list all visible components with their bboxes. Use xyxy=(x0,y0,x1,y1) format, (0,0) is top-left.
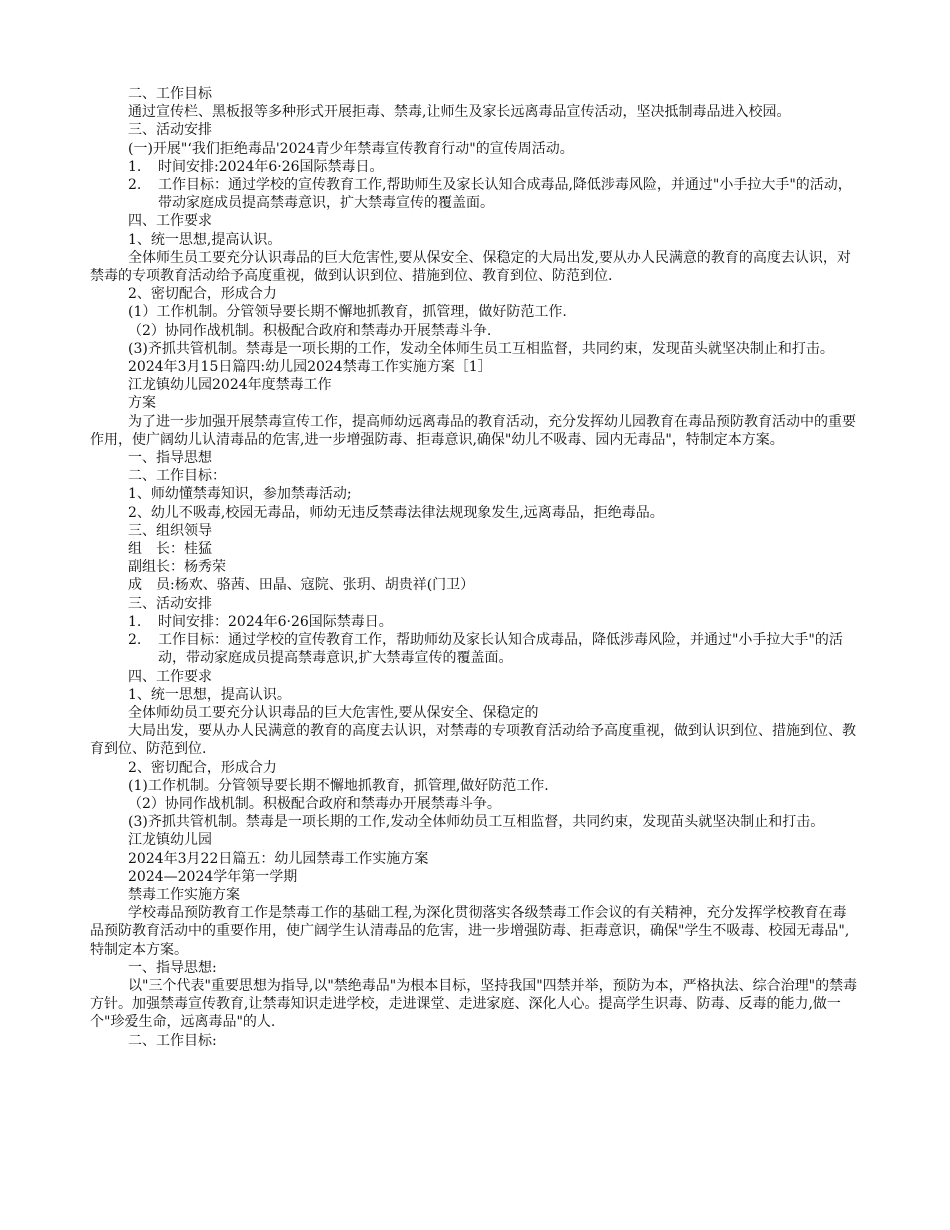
paragraph: 方案 xyxy=(128,395,156,412)
paragraph: 全体师幼员工要充分认识毒品的巨大危害性,要从保安全、保稳定的 xyxy=(128,704,539,721)
heading: 一、指导思想: xyxy=(128,959,217,976)
heading: 二、工作目标: xyxy=(128,1032,217,1049)
paragraph: 副组长：杨秀荣 xyxy=(128,559,226,576)
list-number: 2. xyxy=(128,632,142,649)
heading-work-requirements: 四、工作要求 xyxy=(128,213,212,230)
paragraph: 禁毒工作实施方案 xyxy=(128,886,240,903)
paragraph: 成 员:杨欢、骆茜、田晶、寇院、张玥、胡贵祥(门卫） xyxy=(128,577,475,594)
paragraph: (1）工作机制。分管领导要长期不懈地抓教育，抓管理，做好防范工作. xyxy=(128,304,567,321)
paragraph: （2）协同作战机制。积极配合政府和禁毒办开展禁毒斗争. xyxy=(128,322,492,339)
paragraph: 江龙镇幼儿园2024年度禁毒工作 xyxy=(128,377,332,394)
paragraph: （2）协同作战机制。积极配合政府和禁毒办开展禁毒斗争。 xyxy=(128,795,501,812)
heading: 二、工作目标： xyxy=(128,468,226,485)
numbered-list xyxy=(90,613,860,668)
paragraph: 1、统一思想，提高认识。 xyxy=(128,686,291,703)
list-item xyxy=(128,631,860,667)
paragraph: 大局出发，要从办人民满意的教育的高度去认识，对禁毒的专项教育活动给予高度重视，做到认识到位、措施到位、教育到位、防范到位. xyxy=(90,723,856,758)
paragraph: 学校毒品预防教育工作是禁毒工作的基础工程,为深化贯彻落实各级禁毒工作会议的有关精神，充分发挥学校教育在毒品预防教育活动中的重要作用，使广阔学生认清毒品的危害，进一步增强防毒、拒毒意识，确保"学生不吸毒、校园无毒品",特制定本方案。 xyxy=(90,905,850,958)
paragraph: 江龙镇幼儿园 xyxy=(128,832,212,849)
paragraph: 为了进一步加强开展禁毒宣传工作，提高师幼远离毒品的教育活动，充分发挥幼儿园教育在毒品预防教育活动中的重要作用，使广阔幼儿认清毒品的危害,进一步增强防毒、拒毒意识,确保"幼儿不吸毒、园内无毒品"，特制定本方案。 xyxy=(90,413,856,448)
list-number: 1. xyxy=(128,158,142,175)
paragraph: 2、密切配合，形成合力 xyxy=(128,759,277,776)
paragraph: (3)齐抓共管机制。禁毒是一项长期的工作，发动全体师生员工互相监督，共同约束，发现苗头就坚决制止和打击。 xyxy=(128,340,834,357)
heading: 三、活动安排 xyxy=(128,595,212,612)
paragraph: 组 长：桂猛 xyxy=(128,541,212,558)
paragraph: 2024年3月15日篇四:幼儿园2024禁毒工作实施方案［1］ xyxy=(128,359,492,376)
heading: 一、指导思想 xyxy=(128,450,212,467)
paragraph: (一)开展"‘我们拒绝毒品'2024青少年禁毒宣传教育行动"的宣传周活动。 xyxy=(128,140,574,157)
paragraph: 1、师幼懂禁毒知识，参加禁毒活动; xyxy=(128,486,352,503)
paragraph: 2、幼儿不吸毒,校园无毒品，师幼无违反禁毒法律法规现象发生,远离毒品，拒绝毒品。 xyxy=(128,504,664,521)
list-number: 2. xyxy=(128,177,142,194)
list-item-text: 工作目标：通过学校的宣传教育工作，帮助师幼及家长认知合成毒品，降低涉毒风险，并通过"小手拉大手"的活动，带动家庭成员提高禁毒意识,扩大禁毒宣传的覆盖面。 xyxy=(158,632,843,667)
list-item xyxy=(128,158,860,176)
paragraph: 2024—2024学年第一学期 xyxy=(128,868,298,885)
numbered-list xyxy=(90,158,860,213)
paragraph: (1)工作机制。分管领导要长期不懈地抓教育，抓管理,做好防范工作. xyxy=(128,777,549,794)
paragraph: 通过宣传栏、黑板报等多种形式开展拒毒、禁毒,让师生及家长远离毒品宣传活动，坚决抵制毒品进入校园。 xyxy=(128,104,791,121)
paragraph: 2024年3月22日篇五：幼儿园禁毒工作实施方案 xyxy=(128,850,429,867)
paragraph: 以"三个代表"重要思想为指导,以"禁绝毒品"为根本目标，坚持我国"四禁并举，预防为本，严格执法、综合治理"的禁毒方针。加强禁毒宣传教育,让禁毒知识走进学校，走进课堂、走进家庭、深化人心。提高学生识毒、防毒、反毒的能力,做一个"珍爱生命，远离毒品"的人. xyxy=(90,977,858,1031)
heading-activity-plan: 三、活动安排 xyxy=(128,122,212,139)
paragraph: 全体师生员工要充分认识毒品的巨大危害性,要从保安全、保稳定的大局出发,要从办人民满意的教育的高度去认识，对禁毒的专项教育活动给予高度重视，做到认识到位、措施到位、教育到位、防范到位. xyxy=(90,249,851,285)
list-item-text: 时间安排：2024年6·26国际禁毒日。 xyxy=(158,613,393,630)
heading-work-goal: 二、工作目标 xyxy=(128,86,212,102)
paragraph: 1、统一思想,提高认识。 xyxy=(128,231,282,248)
heading: 三、组织领导 xyxy=(128,522,212,539)
paragraph: 2、密切配合，形成合力 xyxy=(128,286,277,303)
list-number: 1. xyxy=(128,613,142,630)
list-item xyxy=(128,176,860,212)
list-item-text: 工作目标：通过学校的宣传教育工作,帮助师生及家长认知合成毒品,降低涉毒风险，并通过"小手拉大手"的活动，带动家庭成员提高禁毒意识，扩大禁毒宣传的覆盖面。 xyxy=(158,177,852,212)
heading: 四、工作要求 xyxy=(128,668,212,685)
list-item-text: 时间安排:2024年6·26国际禁毒日。 xyxy=(158,158,384,175)
paragraph: (3)齐抓共管机制。禁毒是一项长期的工作,发动全体师幼员工互相监督，共同约束，发现苗头就坚决制止和打击。 xyxy=(128,814,825,831)
list-item xyxy=(128,613,860,631)
